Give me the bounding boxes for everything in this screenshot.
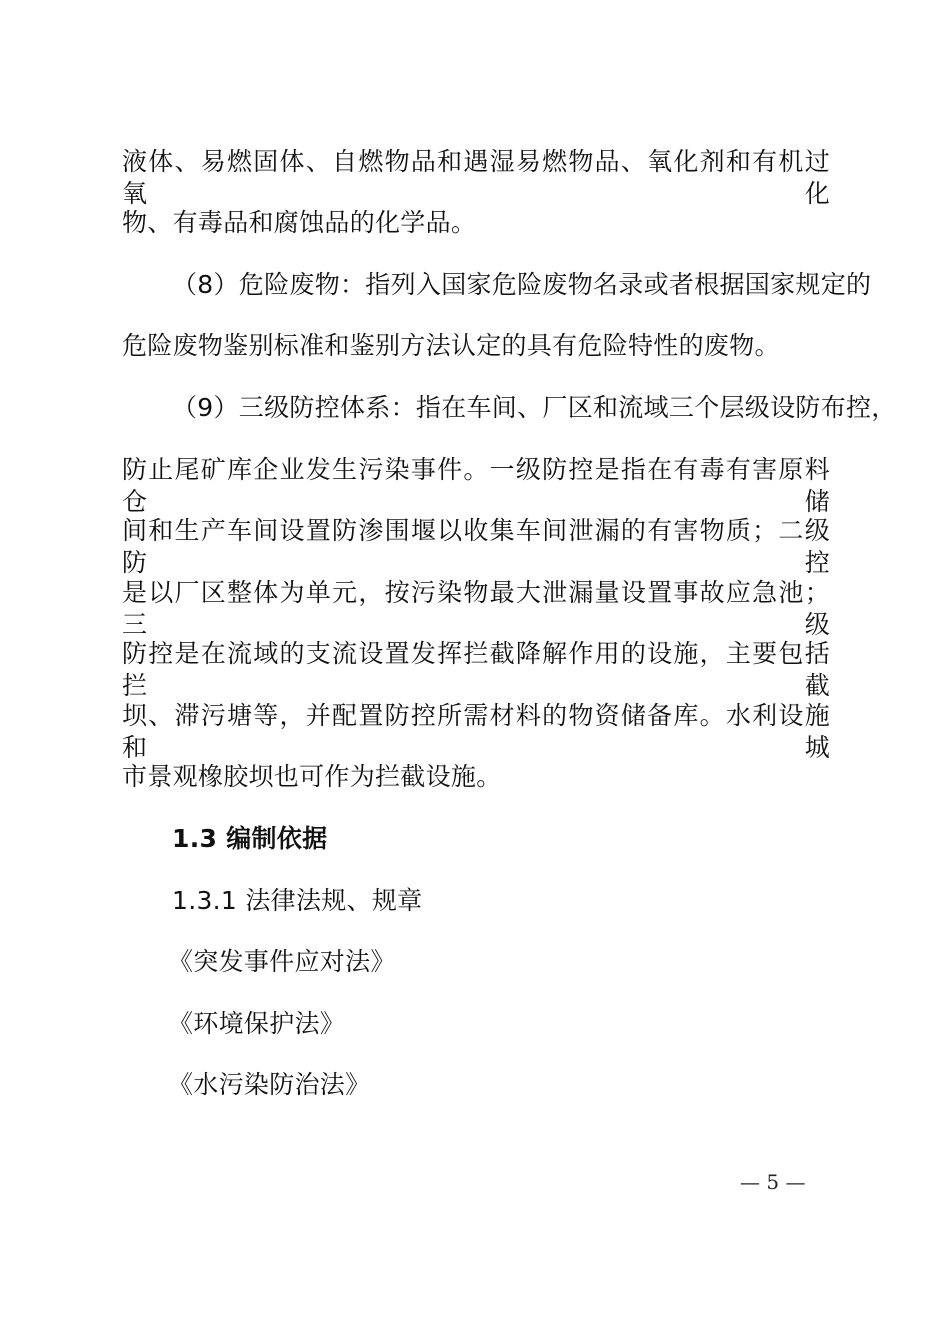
definition-9-line-4: 是以厂区整体为单元，按污染物最大泄漏量设置事故应急池；三级 [122,578,830,639]
section-heading: 1.3 编制依据 [172,824,328,853]
definition-9-line-1: （9）三级防控体系：指在车间、厂区和流域三个层级设防布控， [172,393,897,422]
definition-9-line-3: 间和生产车间设置防渗围堰以收集车间泄漏的有害物质；二级防控 [122,516,830,577]
definition-9-line-6: 坝、滞污塘等，并配置防控所需材料的物资储备库。水利设施和城 [122,701,830,762]
definition-9-line-5: 防控是在流域的支流设置发挥拦截降解作用的设施，主要包括拦截 [122,639,830,700]
definition-9-line-7: 市景观橡胶坝也可作为拦截设施。 [122,762,502,791]
body-line-2: 物、有毒品和腐蚀品的化学品。 [122,208,477,237]
body-line-1: 液体、易燃固体、自燃物品和遇湿易燃物品、氧化剂和有机过氧化 [122,147,830,208]
definition-8-line-1: （8）危险废物：指列入国家危险废物名录或者根据国家规定的 [172,270,872,299]
subsection-heading: 1.3.1 法律法规、规章 [172,886,423,915]
law-item-3: 《水污染防治法》 [168,1070,371,1099]
law-item-2: 《环境保护法》 [168,1009,346,1038]
law-item-1: 《突发事件应对法》 [168,947,396,976]
definition-9-line-2: 防止尾矿库企业发生污染事件。一级防控是指在有毒有害原料仓储 [122,455,830,516]
definition-8-line-2: 危险废物鉴别标准和鉴别方法认定的具有危险特性的废物。 [122,331,780,360]
page-number: — 5 — [740,1170,806,1194]
